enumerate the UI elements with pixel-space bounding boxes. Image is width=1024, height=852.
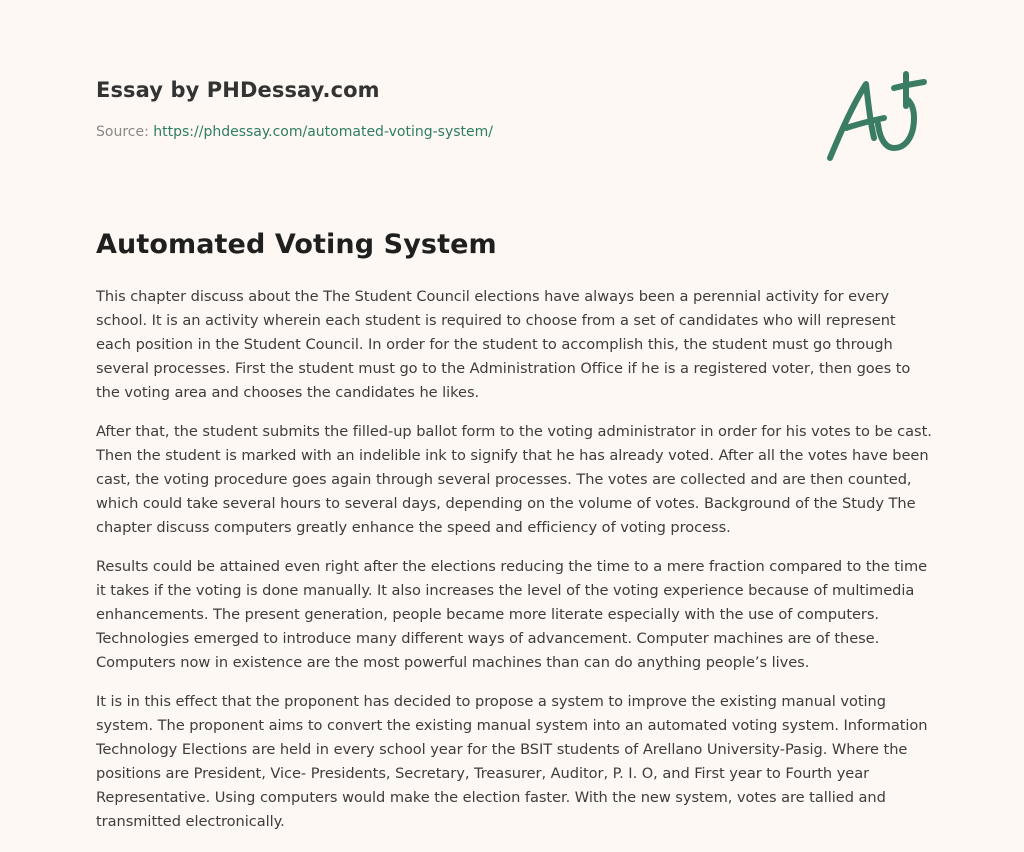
brand-title: Essay by PHDessay.com xyxy=(96,78,380,102)
paragraph: After that, the student submits the filled-up ballot form to the voting administrator in order for his votes to be cast. Then the student is marked with an indelible ink to signify that he has already voted. After all the votes have been cast, the voting procedure goes again through several processes. The votes are collected and are then counted, which could take several hours to several days, depending on the volume of votes. Background of the Study The chapter discuss computers greatly enhance the speed and efficiency of voting process. xyxy=(96,423,932,536)
source-line xyxy=(96,122,916,142)
article-title: Automated Voting System xyxy=(96,229,497,260)
paragraph: Results could be attained even right after the elections reducing the time to a mere fraction compared to the time it takes if the voting is done manually. It also increases the level of the voting experience because of multimedia enhancements. The present generation, people became more literate especially with the use of computers. Technologies emerged to introduce many different ways of advancement. Computer machines are of these. Computers now in existence are the most powerful machines than can do anything people’s lives. xyxy=(96,558,928,671)
page-header xyxy=(96,76,916,142)
article-body xyxy=(96,285,932,849)
paragraph: It is in this effect that the proponent has decided to propose a system to improve the existing manual voting system. The proponent aims to convert the existing manual system into an automated voting system. Information Technology Elections are held in every school year for the BSIT students of Arellano University-Pasig. Where the positions are President, Vice- Presidents, Secretary, Treasurer, Auditor, P. I. O, and First year to Fourth year Representative. Using computers would make the election faster. With the new system, votes are tallied and transmitted electronically. xyxy=(96,693,928,830)
source-link[interactable]: https://phdessay.com/automated-voting-system/ xyxy=(153,124,493,140)
source-label: Source: xyxy=(96,124,154,140)
paragraph: This chapter discuss about the The Student Council elections have always been a perennial activity for every school. It is an activity wherein each student is required to choose from a set of candidates who will represent each position in the Student Council. In order for the student to accomplish this, the student must go through several processes. First the student must go to the Administration Office if he is a registered voter, then goes to the voting area and chooses the candidates he likes. xyxy=(96,288,911,401)
a-plus-grade-icon xyxy=(822,66,928,166)
